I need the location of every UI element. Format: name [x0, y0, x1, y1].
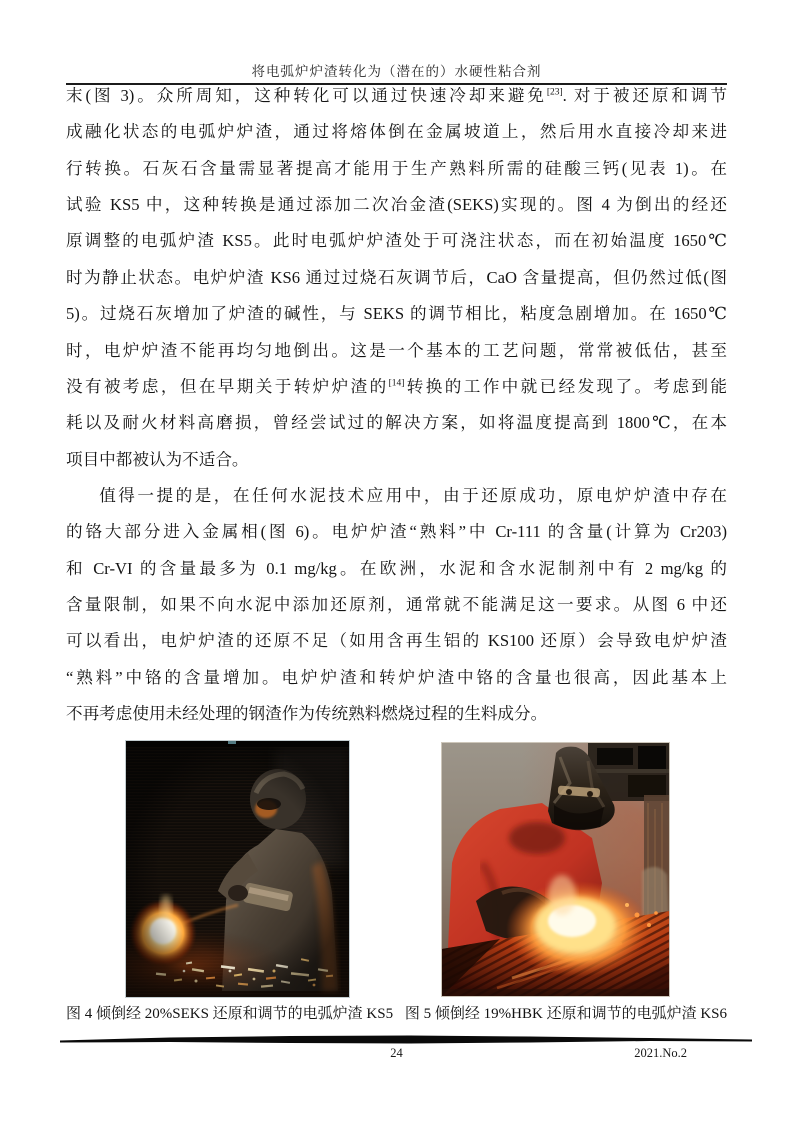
body-line: 末(图 3)。众所周知，这种转化可以通过快速冷却来避免[23]. 对于被还原和调节: [66, 86, 728, 105]
figure-4-photo: [125, 740, 350, 998]
figure-5-caption: 图 5 倾倒经 19%HBK 还原和调节的电弧炉渣 KS6: [404, 1006, 727, 1022]
footer-page-number: 24: [390, 1046, 403, 1060]
body-line: 5)。过烧石灰增加了炉渣的碱性，与 SEKS 的调节相比，粘度急剧增加。在 1650℃: [66, 304, 727, 324]
body-line: 值得一提的是，在任何水泥技术应用中，由于还原成功，原电炉炉渣中存在: [99, 485, 727, 505]
body-line: 耗以及耐火材料高磨损，曾经尝试过的解决方案，如将温度提高到 1800℃，在本: [66, 413, 727, 433]
body-line: 和 Cr-VI 的含量最多为 0.1 mg/kg。在欧洲，水泥和含水泥制剂中有 2 mg/kg 的: [66, 558, 727, 578]
body-line: “熟料”中铬的含量增加。电炉炉渣和转炉炉渣中铬的含量也很高，因此基本上: [66, 667, 727, 687]
body-line: 没有被考虑，但在早期关于转炉炉渣的[14]转换的工作中就已经发现了。考虑到能: [66, 376, 728, 396]
body-line: 的铬大部分进入金属相(图 6)。电炉炉渣“熟料”中 Cr-111 的含量(计算为 Cr203): [66, 522, 727, 542]
body-line: 时为静止状态。电炉炉渣 KS6 通过过烧石灰调节后，CaO 含量提高，但仍然过低(图: [66, 267, 727, 287]
body-line: 原调整的电弧炉渣 KS5。此时电弧炉炉渣处于可浇注状态，而在初始温度 1650℃: [66, 231, 727, 251]
page-header-title: 将电弧炉炉渣转化为（潜在的）水硬性粘合剂: [251, 64, 542, 79]
citation-superscript: [14]: [388, 378, 405, 389]
citation-superscript: [23]: [546, 87, 563, 98]
body-line: 试验 KS5 中，这种转换是通过添加二次冶金渣(SEKS)实现的。图 4 为倒出的经还: [66, 195, 727, 215]
body-line: 行转换。石灰石含量需显著提高才能用于生产熟料所需的硅酸三钙(见表 1)。在: [66, 158, 727, 178]
body-text: [66, 78, 727, 732]
figure-4-caption: 图 4 倾倒经 20%SEKS 还原和调节的电弧炉渣 KS5: [66, 1006, 394, 1022]
body-line: 时，电炉炉渣不能再均匀地倒出。这是一个基本的工艺问题，常常被低估，甚至: [66, 340, 727, 360]
body-line: 含量限制，如果不向水泥中添加还原剂，通常就不能满足这一要求。从图 6 中还: [66, 595, 727, 615]
body-line: 可以看出，电炉炉渣的还原不足（如用含再生铝的 KS100 还原）会导致电炉炉渣: [66, 631, 727, 651]
body-line: 成融化状态的电弧炉炉渣，通过将熔体倒在金属坡道上，然后用水直接冷却来进: [66, 122, 727, 142]
body-line: 不再考虑使用未经处理的钢渣作为传统熟料燃烧过程的生料成分。: [66, 704, 548, 724]
footer-issue-label: 2021.No.2: [634, 1046, 687, 1060]
figure-captions-row: [66, 1002, 727, 1023]
figure-5-photo: [441, 742, 670, 997]
body-line: 项目中都被认为不适合。: [66, 449, 249, 469]
